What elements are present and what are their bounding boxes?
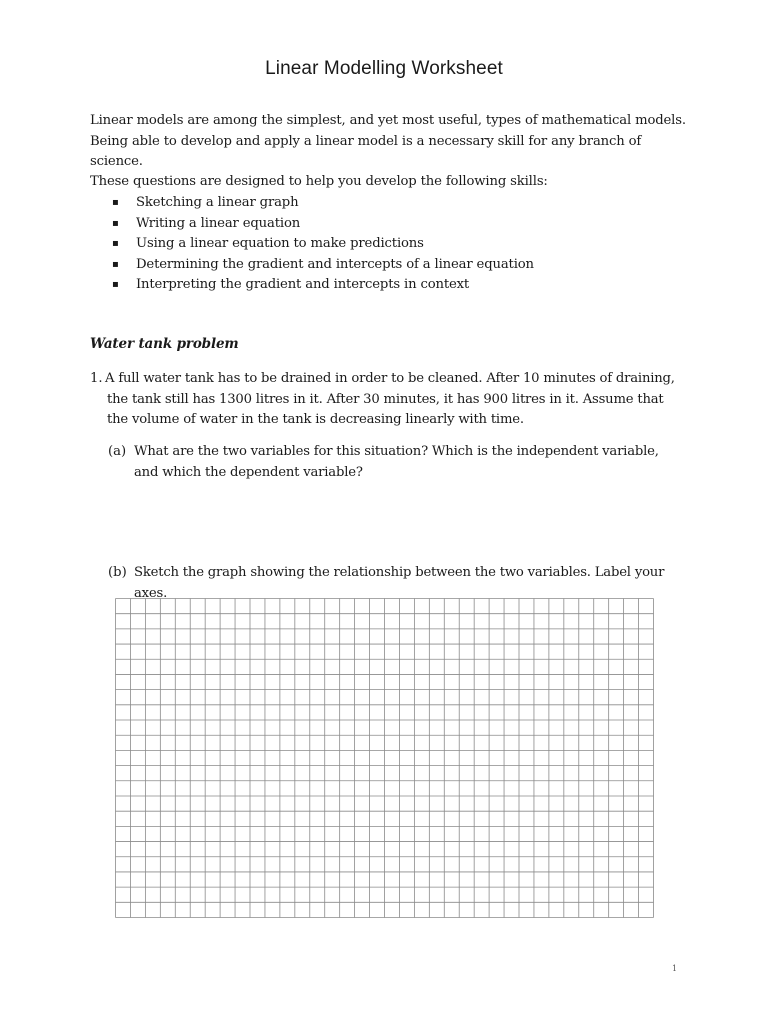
part-b-text: Sketch the graph showing the relationship between the two variables. Label your axes.	[134, 565, 665, 601]
part-a-text: What are the two variables for this situation? Which is the independent variable, and which the dependent variable?	[134, 444, 659, 480]
bullet-icon: ▪	[112, 197, 119, 208]
part-b-label: (b)	[108, 565, 127, 580]
section-heading: Water tank problem	[90, 336, 239, 352]
question-number: 1.	[90, 371, 103, 386]
skill-label: Writing a linear equation	[136, 215, 301, 231]
list-item	[112, 275, 534, 296]
list-item	[112, 234, 534, 255]
bullet-icon: ▪	[112, 258, 119, 270]
skill-label: Determining the gradient and intercepts of a linear equation	[136, 256, 534, 272]
intro-paragraph: Linear models are among the simplest, and yet most useful, types of mathematical models. Being able to develop and apply a linear model is a necessary skill for any branch of science.	[90, 113, 686, 169]
skills-list	[112, 193, 534, 296]
bullet-icon: ▪	[112, 238, 119, 249]
question-text: A full water tank has to be drained in order to be cleaned. After 10 minutes of draining, the tank still has 1300 litres in it. After 30 minutes, it has 900 litres in it. Assume that the volume of water in the tank is decreasing linearly with time.	[105, 371, 675, 427]
bullet-icon: ▪	[112, 217, 119, 229]
graph-grid[interactable]	[115, 598, 654, 918]
part-a-label: (a)	[108, 444, 127, 459]
page-number: 1	[672, 964, 678, 973]
skills-lead-text: These questions are designed to help you develop the following skills:	[90, 174, 548, 189]
list-item	[112, 193, 534, 214]
list-item	[112, 214, 534, 235]
list-item	[112, 255, 534, 276]
page-title: Linear Modelling Worksheet	[265, 58, 503, 79]
bullet-icon: ▪	[112, 279, 119, 290]
graph-paper[interactable]	[115, 598, 654, 918]
skill-label: Interpreting the gradient and intercepts in context	[136, 277, 470, 292]
skill-label: Sketching a linear graph	[136, 195, 299, 210]
skill-label: Using a linear equation to make predictions	[136, 236, 424, 251]
